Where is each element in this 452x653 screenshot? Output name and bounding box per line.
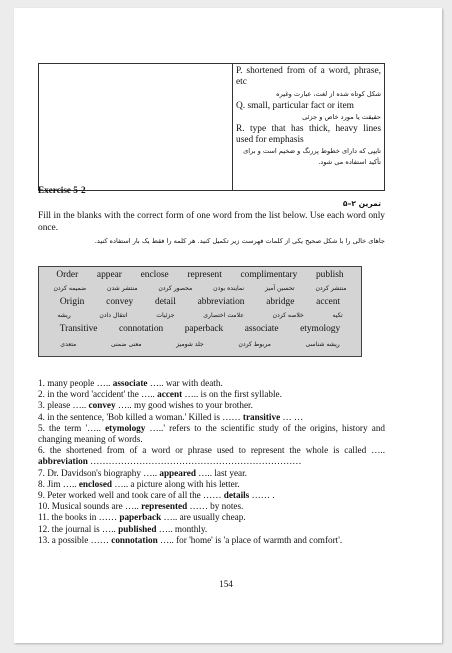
answer-word: appeared xyxy=(159,467,196,478)
word-item: publish xyxy=(315,270,344,280)
word-translation: خلاصه کردن xyxy=(272,312,304,319)
word-translation: معنی ضمنی xyxy=(110,341,142,348)
word-translation: ریشه xyxy=(57,312,71,319)
word-item: complimentary xyxy=(240,270,298,280)
definition-r-en: R. type that has thick, heavy lines used for emphasis xyxy=(236,123,381,146)
word-translation: محصور کردن xyxy=(158,285,193,292)
word-item: represent xyxy=(187,270,222,280)
answer-word: abbreviation xyxy=(38,456,88,467)
word-item: associate xyxy=(244,324,279,334)
definition-p-fa: شکل کوتاه شده از لغت، عبارت وغیره xyxy=(276,89,381,98)
word-translation: تحسین آمیز xyxy=(264,285,295,292)
word-item: accent xyxy=(316,297,341,307)
sentence-item: 3. please ….. convey ….. my good wishes to your brother. xyxy=(38,400,253,411)
word-translation: متعدی xyxy=(60,341,77,348)
sentence-item: 1. many people ….. associate ….. war with death. xyxy=(38,378,223,388)
word-translation: جزئیات xyxy=(156,312,175,319)
word-row-en xyxy=(39,297,361,307)
word-translation: مربوط کردن xyxy=(238,341,271,348)
word-item: abbreviation xyxy=(197,297,245,307)
word-item: convey xyxy=(106,297,134,307)
word-translation: ضمیمه کردن xyxy=(53,285,87,292)
word-translation: انتقال دادن xyxy=(99,312,128,319)
definitions-cell xyxy=(236,66,381,169)
sentence-item: 4. in the sentence, 'Bob killed a woman.' Killed is …… transitive … … xyxy=(38,411,304,422)
word-item: Origin xyxy=(59,297,85,307)
answer-word: accent xyxy=(157,389,183,400)
word-item: paperback xyxy=(184,324,224,334)
answer-word: published xyxy=(118,523,157,534)
word-translation: نماینده بودن xyxy=(213,285,245,292)
word-item: Order xyxy=(56,270,79,280)
answer-word: etymology xyxy=(105,422,146,433)
exercise-title-fa: تمرین ۲–۵ xyxy=(342,199,381,208)
word-row-fa xyxy=(39,312,361,319)
definition-q-en: Q. small, particular fact or item xyxy=(236,100,354,111)
sentence-list xyxy=(38,378,385,546)
word-translation: منتشر شدن xyxy=(107,285,138,292)
sentence-item: 12. the journal is ….. published ….. monthly. xyxy=(38,523,208,534)
word-row-en xyxy=(39,324,361,334)
word-item: enclose xyxy=(140,270,169,280)
definition-p-en: P. shortened from of a word, phrase, etc xyxy=(236,66,381,88)
instruction-en: Fill in the blanks with the correct form of one word from the list below. Use each word only once. xyxy=(38,211,385,233)
answer-word: enclosed xyxy=(78,478,113,489)
instruction-fa: جاهای خالی را با شکل صحیح یکی از کلمات فهرست زیر تکمیل کنید. هر کلمه را فقط یک بار استفاده کنید. xyxy=(94,237,385,245)
sentence-item: 10. Musical sounds are ….. represented …… by notes. xyxy=(38,501,244,512)
answer-word: details xyxy=(223,490,250,501)
definitions-table xyxy=(38,63,385,191)
sentence-item: 2. in the word 'accident' the ….. accent ….. is on the first syllable. xyxy=(38,389,282,400)
answer-word: transitive xyxy=(242,411,281,422)
word-item: appear xyxy=(96,270,122,280)
word-item: connotation xyxy=(118,324,164,334)
empty-table-cell xyxy=(39,64,233,190)
definition-r-fa: تایپی که دارای خطوط پررنگ و ضخیم است و برای تأکید استفاده می شود. xyxy=(243,147,381,167)
sentence-item: 13. a possible …… connotation ….. for 'home' is 'a place of warmth and comfort'. xyxy=(38,534,343,545)
word-item: detail xyxy=(155,297,176,307)
sentence-item: 5. the term '….. etymology …..' refers to the scientific study of the origins, history and changing meaning of words. xyxy=(38,422,386,445)
sentence-item: 7. Dr. Davidson's biography ….. appeared ….. last year. xyxy=(38,467,247,478)
word-item: etymology xyxy=(300,324,341,334)
word-row-en xyxy=(39,270,361,280)
definition-q-fa: حقیقت یا مورد خاص و جزئی xyxy=(302,112,381,121)
answer-word: connotation xyxy=(111,534,158,545)
sentence-item: 6. the shortened from of a word or phrase used to represent the whole is called ….. abbreviation …………………………………………………………… xyxy=(38,445,385,467)
answer-word: convey xyxy=(88,400,116,411)
word-row-fa xyxy=(39,341,361,348)
answer-word: paperback xyxy=(119,512,162,523)
word-row-fa xyxy=(39,285,361,292)
exercise-title: Exercise 5-2 xyxy=(38,185,86,195)
word-translation: علامت اختصاری xyxy=(203,312,244,319)
answer-word: associate xyxy=(112,378,148,388)
word-item: abridge xyxy=(266,297,295,307)
word-translation: جلد شومیز xyxy=(176,341,204,348)
sentence-item: 11. the books in …… paperback ….. are usually cheap. xyxy=(38,512,246,523)
word-translation: تکیه xyxy=(332,312,343,319)
sentence-item: 8. Jim ….. enclosed ….. a picture along with his letter. xyxy=(38,478,240,489)
word-item: Transitive xyxy=(59,324,98,334)
word-list-box xyxy=(38,266,362,357)
word-translation: ریشه شناسی xyxy=(305,341,340,348)
answer-word: represented xyxy=(141,501,188,512)
word-translation: منتشر کردن xyxy=(315,285,347,292)
sentence-item: 9. Peter worked well and took care of all the …… details …… . xyxy=(38,490,275,501)
page-number: 154 xyxy=(219,579,233,589)
